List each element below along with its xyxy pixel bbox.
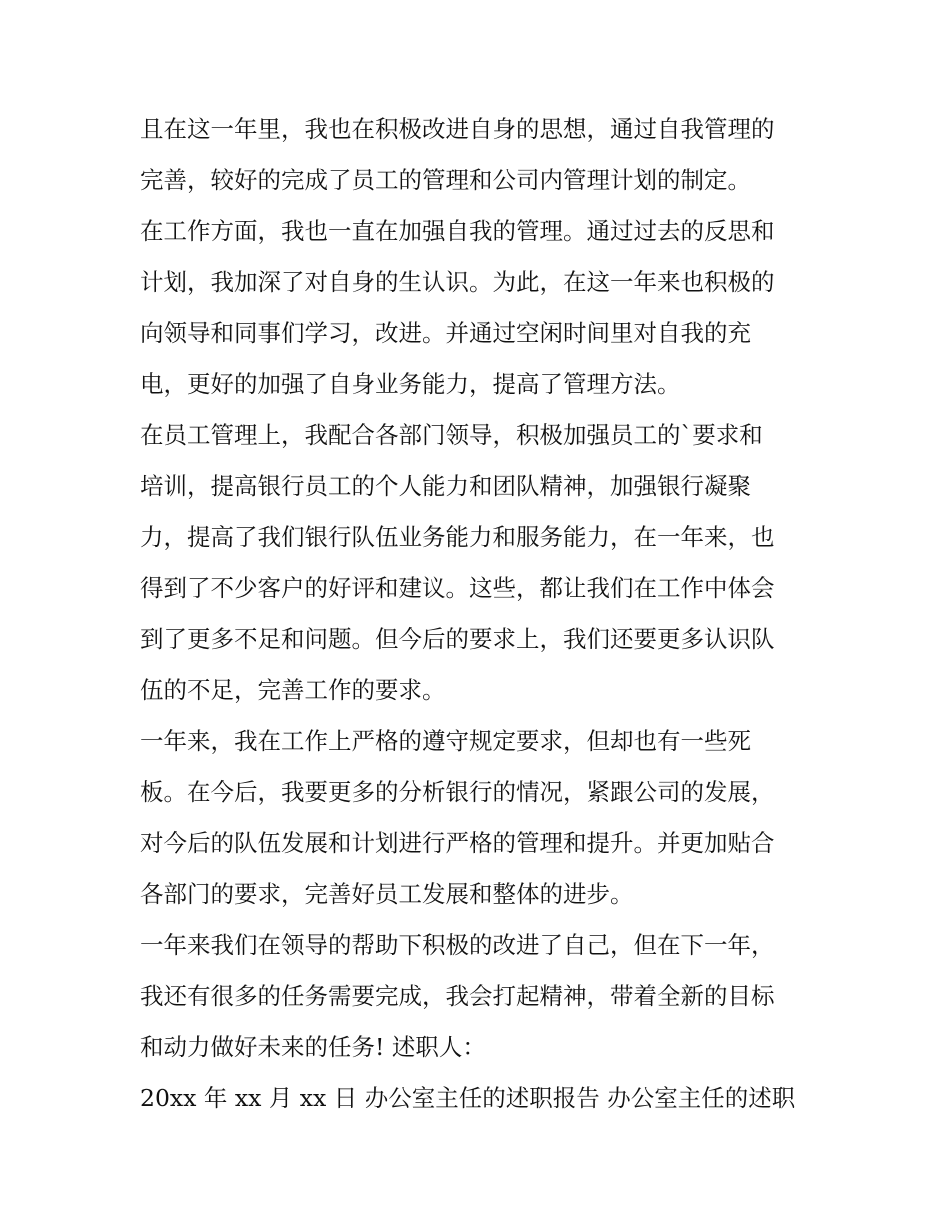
text-line: 得到了不少客户的好评和建议。这些，都让我们在工作中体会 [140, 574, 775, 602]
text-line: 在员工管理上，我配合各部门领导，积极加强员工的`要求和 [140, 421, 763, 449]
text-line: 20xx 年 xx 月 xx 日 办公室主任的述职报告 办公室主任的述职 [140, 1084, 796, 1112]
text-line: 电，更好的加强了自身业务能力，提高了管理方法。 [140, 370, 681, 398]
text-line: 且在这一年里，我也在积极改进自身的思想，通过自我管理的 [140, 115, 775, 143]
text-line: 培训，提高银行员工的个人能力和团队精神，加强银行凝聚 [140, 472, 751, 500]
text-line: 和动力做好未来的任务! 述职人： [140, 1033, 486, 1061]
text-line: 一年来，我在工作上严格的遵守规定要求，但却也有一些死 [140, 727, 751, 755]
text-line: 到了更多不足和问题。但今后的要求上，我们还要更多认识队 [140, 625, 775, 653]
text-line: 向领导和同事们学习，改进。并通过空闲时间里对自我的充 [140, 319, 751, 347]
text-line: 完善，较好的完成了员工的管理和公司内管理计划的制定。 [140, 166, 751, 194]
text-line: 我还有很多的任务需要完成，我会打起精神，带着全新的目标 [140, 982, 775, 1010]
text-line: 各部门的要求，完善好员工发展和整体的进步。 [140, 880, 634, 908]
text-line: 板。在今后，我要更多的分析银行的情况，紧跟公司的发展， [140, 778, 775, 806]
text-line: 伍的不足，完善工作的要求。 [140, 676, 446, 704]
document-body [140, 104, 820, 1124]
text-line: 在工作方面，我也一直在加强自我的管理。通过过去的反思和 [140, 217, 775, 245]
text-line: 一年来我们在领导的帮助下积极的改进了自己，但在下一年， [140, 931, 775, 959]
text-line: 计划，我加深了对自身的生认识。为此，在这一年来也积极的 [140, 268, 775, 296]
text-line: 对今后的队伍发展和计划进行严格的管理和提升。并更加贴合 [140, 829, 775, 857]
text-line: 力，提高了我们银行队伍业务能力和服务能力，在一年来，也 [140, 523, 775, 551]
